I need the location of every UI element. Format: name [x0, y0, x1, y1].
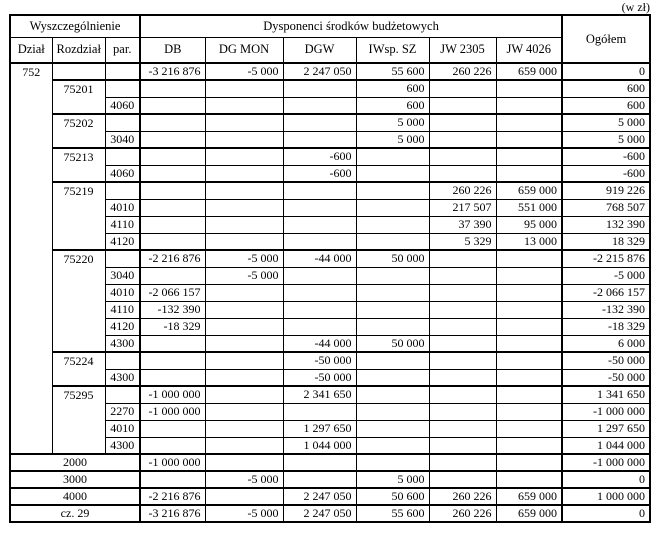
cell-jw-2305	[429, 352, 496, 369]
cell-rozdzial	[52, 63, 105, 80]
cell-jw-2305: 260 226	[429, 488, 496, 505]
cell-par: 4120	[105, 233, 140, 250]
cell-iwsp-sz	[356, 165, 429, 182]
cell-dg-mon	[205, 454, 283, 471]
cell-ogolem: 132 390	[562, 216, 650, 233]
cell-dgw	[283, 318, 356, 335]
cell-iwsp-sz: 5 000	[356, 131, 429, 148]
cell-jw-2305	[429, 335, 496, 352]
cell-jw-4026	[496, 386, 562, 403]
cell-iwsp-sz: 55 600	[356, 63, 429, 80]
cell-par	[105, 250, 140, 267]
cell-dg-mon	[205, 131, 283, 148]
cell-iwsp-sz: 600	[356, 80, 429, 97]
cell-jw-2305	[429, 471, 496, 488]
cell-jw-4026: 13 000	[496, 233, 562, 250]
cell-iwsp-sz: 50 000	[356, 335, 429, 352]
cell-par: 4010	[105, 420, 140, 437]
cell-dg-mon	[205, 488, 283, 505]
cell-iwsp-sz	[356, 148, 429, 165]
cell-db	[140, 420, 205, 437]
cell-db	[140, 199, 205, 216]
cell-db	[140, 216, 205, 233]
cell-ogolem: 919 226	[562, 182, 650, 199]
cell-iwsp-sz	[356, 216, 429, 233]
cell-par	[105, 386, 140, 403]
cell-ogolem: 600	[562, 80, 650, 97]
cell-jw-4026	[496, 131, 562, 148]
cell-par: 4060	[105, 97, 140, 114]
table-body	[10, 63, 650, 522]
cell-rozdzial: 75224	[52, 352, 105, 386]
table-row	[10, 97, 650, 114]
cell-dgw	[283, 199, 356, 216]
cell-jw-2305	[429, 131, 496, 148]
header-dgw: DGW	[283, 37, 356, 63]
cell-iwsp-sz	[356, 437, 429, 454]
cell-jw-4026	[496, 114, 562, 131]
cell-rozdzial: 75201	[52, 80, 105, 114]
unit-note: (w zł)	[621, 0, 650, 14]
cell-iwsp-sz	[356, 267, 429, 284]
cell-dgw	[283, 267, 356, 284]
cell-jw-4026	[496, 454, 562, 471]
cell-db	[140, 437, 205, 454]
cell-jw-2305: 260 226	[429, 182, 496, 199]
cell-jw-4026: 659 000	[496, 488, 562, 505]
header-dysponenci: Dysponenci środków budżetowych	[140, 15, 562, 37]
header-iwsp-sz: IWsp. SZ	[356, 37, 429, 63]
cell-dgw: 2 247 050	[283, 505, 356, 522]
cell-jw-2305	[429, 403, 496, 420]
cell-jw-2305	[429, 420, 496, 437]
cell-db: -2 216 876	[140, 488, 205, 505]
cell-par: 4300	[105, 335, 140, 352]
cell-dg-mon: -5 000	[205, 250, 283, 267]
cell-dgw: -600	[283, 165, 356, 182]
header-row-columns	[10, 37, 650, 63]
cell-iwsp-sz	[356, 233, 429, 250]
cell-jw-2305	[429, 318, 496, 335]
cell-db	[140, 148, 205, 165]
cell-db: -1 000 000	[140, 403, 205, 420]
cell-db: -2 216 876	[140, 250, 205, 267]
cell-db: -18 329	[140, 318, 205, 335]
cell-jw-4026: 551 000	[496, 199, 562, 216]
cell-iwsp-sz: 50 600	[356, 488, 429, 505]
cell-ogolem: 1 341 650	[562, 386, 650, 403]
cell-dg-mon	[205, 284, 283, 301]
cell-jw-2305	[429, 301, 496, 318]
cell-ogolem: 1 297 650	[562, 420, 650, 437]
cell-ogolem: -132 390	[562, 301, 650, 318]
cell-jw-2305: 5 329	[429, 233, 496, 250]
cell-dg-mon	[205, 420, 283, 437]
cell-dg-mon	[205, 199, 283, 216]
cell-dgw	[283, 182, 356, 199]
cell-dgw: -44 000	[283, 250, 356, 267]
cell-dg-mon	[205, 114, 283, 131]
cell-dgw: -600	[283, 148, 356, 165]
table-row	[10, 267, 650, 284]
cell-dg-mon: -5 000	[205, 267, 283, 284]
cell-jw-2305	[429, 284, 496, 301]
cell-par: 3040	[105, 131, 140, 148]
table-row	[10, 386, 650, 403]
cell-jw-4026	[496, 318, 562, 335]
cell-dgw	[283, 301, 356, 318]
cell-jw-2305	[429, 97, 496, 114]
budget-table	[9, 14, 651, 523]
cell-jw-4026	[496, 165, 562, 182]
cell-jw-4026	[496, 420, 562, 437]
cell-jw-2305	[429, 369, 496, 386]
cell-db	[140, 352, 205, 369]
cell-dgw	[283, 131, 356, 148]
cell-iwsp-sz	[356, 301, 429, 318]
cell-dg-mon	[205, 403, 283, 420]
cell-db	[140, 97, 205, 114]
cell-ogolem: 768 507	[562, 199, 650, 216]
cell-jw-4026	[496, 352, 562, 369]
cell-dg-mon	[205, 80, 283, 97]
cell-par: 4110	[105, 216, 140, 233]
cell-ogolem: -2 066 157	[562, 284, 650, 301]
cell-summary-label: cz. 29	[10, 505, 140, 522]
cell-par	[105, 80, 140, 97]
table-row	[10, 182, 650, 199]
cell-db	[140, 369, 205, 386]
cell-dg-mon	[205, 301, 283, 318]
cell-ogolem: -1 000 000	[562, 403, 650, 420]
cell-iwsp-sz	[356, 420, 429, 437]
cell-dgw: 1 297 650	[283, 420, 356, 437]
cell-ogolem: -600	[562, 148, 650, 165]
cell-iwsp-sz	[356, 403, 429, 420]
cell-jw-4026	[496, 403, 562, 420]
cell-iwsp-sz: 55 600	[356, 505, 429, 522]
table-row	[10, 216, 650, 233]
cell-rozdzial: 75220	[52, 250, 105, 352]
header-jw-2305: JW 2305	[429, 37, 496, 63]
table-row	[10, 403, 650, 420]
cell-jw-4026	[496, 80, 562, 97]
cell-dgw	[283, 454, 356, 471]
cell-db: -132 390	[140, 301, 205, 318]
cell-jw-4026	[496, 97, 562, 114]
header-dg-mon: DG MON	[205, 37, 283, 63]
cell-db	[140, 335, 205, 352]
cell-iwsp-sz: 50 000	[356, 250, 429, 267]
cell-ogolem: -50 000	[562, 369, 650, 386]
cell-par	[105, 114, 140, 131]
cell-jw-2305	[429, 165, 496, 182]
cell-ogolem: 5 000	[562, 114, 650, 131]
cell-dg-mon	[205, 97, 283, 114]
cell-jw-2305	[429, 267, 496, 284]
cell-ogolem: 1 000 000	[562, 488, 650, 505]
cell-jw-4026	[496, 301, 562, 318]
cell-dgw	[283, 97, 356, 114]
cell-dgw	[283, 471, 356, 488]
cell-db	[140, 114, 205, 131]
table-row	[10, 131, 650, 148]
cell-ogolem: 18 329	[562, 233, 650, 250]
cell-ogolem: -1 000 000	[562, 454, 650, 471]
cell-iwsp-sz: 600	[356, 97, 429, 114]
cell-jw-2305	[429, 148, 496, 165]
cell-jw-4026: 659 000	[496, 63, 562, 80]
cell-db: -2 066 157	[140, 284, 205, 301]
cell-par	[105, 148, 140, 165]
cell-dg-mon	[205, 369, 283, 386]
cell-dgw: 1 044 000	[283, 437, 356, 454]
cell-db	[140, 80, 205, 97]
cell-par: 4010	[105, 199, 140, 216]
table-row	[10, 233, 650, 250]
cell-par: 4060	[105, 165, 140, 182]
cell-iwsp-sz	[356, 352, 429, 369]
budget-table-container	[9, 0, 651, 523]
table-row	[10, 505, 650, 522]
cell-ogolem: -50 000	[562, 352, 650, 369]
cell-dg-mon: -5 000	[205, 505, 283, 522]
cell-dgw	[283, 403, 356, 420]
header-par: par.	[105, 37, 140, 63]
cell-iwsp-sz: 5 000	[356, 114, 429, 131]
cell-jw-4026: 95 000	[496, 216, 562, 233]
cell-jw-4026	[496, 284, 562, 301]
cell-par: 4120	[105, 318, 140, 335]
cell-iwsp-sz	[356, 369, 429, 386]
cell-rozdzial: 75295	[52, 386, 105, 454]
cell-jw-2305: 217 507	[429, 199, 496, 216]
cell-db: -1 000 000	[140, 386, 205, 403]
table-row	[10, 63, 650, 80]
cell-summary-label: 4000	[10, 488, 140, 505]
cell-db	[140, 165, 205, 182]
cell-jw-4026	[496, 437, 562, 454]
cell-jw-4026	[496, 267, 562, 284]
cell-dg-mon	[205, 233, 283, 250]
cell-jw-4026	[496, 335, 562, 352]
cell-ogolem: -18 329	[562, 318, 650, 335]
cell-iwsp-sz	[356, 318, 429, 335]
cell-jw-4026	[496, 369, 562, 386]
cell-rozdzial: 75213	[52, 148, 105, 182]
cell-dgw: -44 000	[283, 335, 356, 352]
cell-iwsp-sz	[356, 182, 429, 199]
table-row	[10, 352, 650, 369]
cell-jw-2305: 37 390	[429, 216, 496, 233]
cell-dgw	[283, 233, 356, 250]
cell-iwsp-sz	[356, 454, 429, 471]
table-header	[10, 15, 650, 63]
cell-db: -3 216 876	[140, 63, 205, 80]
table-row	[10, 318, 650, 335]
header-row-groups	[10, 15, 650, 37]
cell-dg-mon: -5 000	[205, 471, 283, 488]
cell-jw-2305	[429, 80, 496, 97]
cell-iwsp-sz: 5 000	[356, 471, 429, 488]
cell-jw-4026	[496, 250, 562, 267]
cell-ogolem: 1 044 000	[562, 437, 650, 454]
cell-dg-mon	[205, 216, 283, 233]
cell-db: -1 000 000	[140, 454, 205, 471]
table-row	[10, 471, 650, 488]
cell-dg-mon	[205, 437, 283, 454]
table-row	[10, 80, 650, 97]
cell-summary-label: 2000	[10, 454, 140, 471]
cell-dgw: 2 341 650	[283, 386, 356, 403]
cell-rozdzial: 75219	[52, 182, 105, 250]
cell-par: 4010	[105, 284, 140, 301]
table-row	[10, 165, 650, 182]
cell-dg-mon: -5 000	[205, 63, 283, 80]
cell-ogolem: -600	[562, 165, 650, 182]
cell-ogolem: 0	[562, 63, 650, 80]
cell-par: 4300	[105, 437, 140, 454]
header-wyszczegolnienie: Wyszczególnienie	[10, 15, 140, 37]
table-row	[10, 369, 650, 386]
cell-par	[105, 352, 140, 369]
cell-ogolem: 5 000	[562, 131, 650, 148]
cell-iwsp-sz	[356, 284, 429, 301]
cell-dg-mon	[205, 386, 283, 403]
cell-par: 4300	[105, 369, 140, 386]
cell-db	[140, 131, 205, 148]
cell-par: 2270	[105, 403, 140, 420]
cell-db: -3 216 876	[140, 505, 205, 522]
header-ogolem: Ogółem	[562, 15, 650, 63]
cell-dgw	[283, 216, 356, 233]
cell-ogolem: 600	[562, 97, 650, 114]
cell-ogolem: 0	[562, 505, 650, 522]
cell-jw-2305	[429, 386, 496, 403]
cell-db	[140, 267, 205, 284]
cell-dgw	[283, 284, 356, 301]
cell-par	[105, 182, 140, 199]
cell-ogolem: 6 000	[562, 335, 650, 352]
cell-dg-mon	[205, 352, 283, 369]
cell-dg-mon	[205, 335, 283, 352]
header-rozdzial: Rozdział	[52, 37, 105, 63]
cell-jw-4026	[496, 148, 562, 165]
cell-db	[140, 233, 205, 250]
cell-dg-mon	[205, 318, 283, 335]
cell-dg-mon	[205, 148, 283, 165]
cell-dgw: -50 000	[283, 352, 356, 369]
cell-ogolem: 0	[562, 471, 650, 488]
cell-dgw	[283, 114, 356, 131]
cell-iwsp-sz	[356, 386, 429, 403]
cell-jw-4026	[496, 471, 562, 488]
table-row	[10, 335, 650, 352]
cell-db	[140, 182, 205, 199]
cell-dgw: -50 000	[283, 369, 356, 386]
cell-jw-4026: 659 000	[496, 182, 562, 199]
cell-ogolem: -5 000	[562, 267, 650, 284]
table-row	[10, 488, 650, 505]
cell-par: 4110	[105, 301, 140, 318]
header-dzial: Dział	[10, 37, 52, 63]
table-row	[10, 284, 650, 301]
cell-dgw	[283, 80, 356, 97]
cell-jw-2305	[429, 437, 496, 454]
cell-par: 3040	[105, 267, 140, 284]
table-row	[10, 301, 650, 318]
table-row	[10, 454, 650, 471]
cell-jw-2305	[429, 250, 496, 267]
cell-jw-2305	[429, 114, 496, 131]
cell-dg-mon	[205, 182, 283, 199]
cell-par	[105, 63, 140, 80]
cell-db	[140, 471, 205, 488]
cell-dgw: 2 247 050	[283, 488, 356, 505]
table-row	[10, 420, 650, 437]
cell-dg-mon	[205, 165, 283, 182]
cell-dgw: 2 247 050	[283, 63, 356, 80]
table-row	[10, 148, 650, 165]
header-db: DB	[140, 37, 205, 63]
cell-jw-2305	[429, 454, 496, 471]
cell-jw-2305: 260 226	[429, 63, 496, 80]
cell-ogolem: -2 215 876	[562, 250, 650, 267]
table-row	[10, 250, 650, 267]
cell-summary-label: 3000	[10, 471, 140, 488]
table-row	[10, 437, 650, 454]
cell-iwsp-sz	[356, 199, 429, 216]
header-jw-4026: JW 4026	[496, 37, 562, 63]
cell-dzial: 752	[10, 63, 52, 454]
cell-rozdzial: 75202	[52, 114, 105, 148]
table-row	[10, 114, 650, 131]
table-row	[10, 199, 650, 216]
cell-jw-2305: 260 226	[429, 505, 496, 522]
cell-jw-4026: 659 000	[496, 505, 562, 522]
